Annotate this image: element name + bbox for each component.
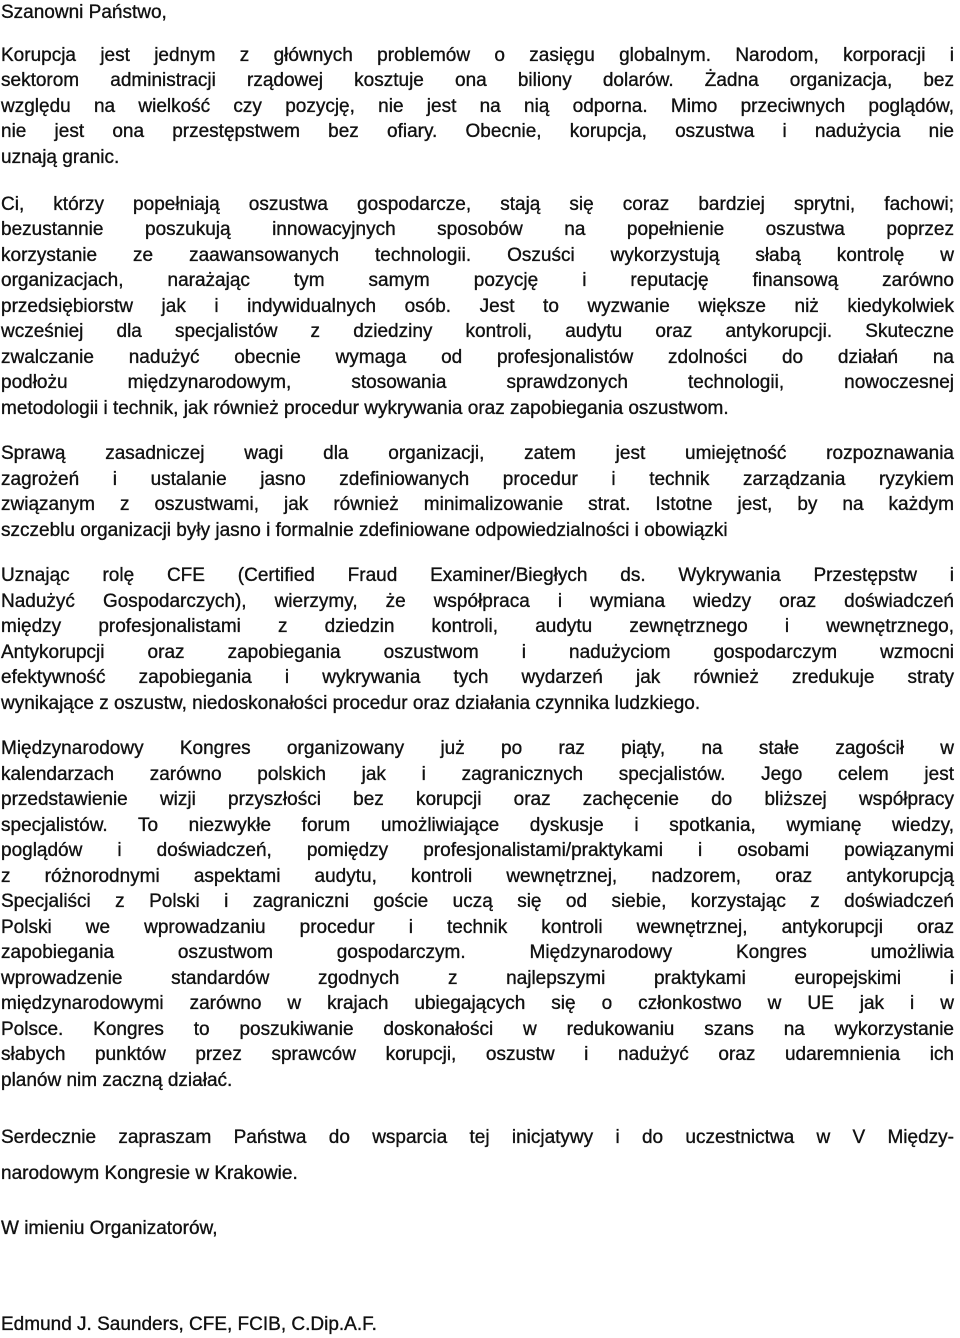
paragraph-line: organizacjach, narażając tym samym pozycję i reputację finansową zarówno [1,270,954,291]
paragraph-line: szczeblu organizacji były jasno i formalnie zdefiniowane odpowiedzialności i obowiązki [1,520,728,541]
paragraph-line: narodowym Kongresie w Krakowie. [1,1163,298,1184]
paragraph-line: Specjaliści z Polski i zagraniczni goście uczą się od siebie, korzystając z doświadczeń [1,891,954,912]
paragraph-line: względu na wielkość czy pozycję, nie jest na nią odporna. Mimo przeciwnych poglądów, [1,96,954,117]
paragraph-line: nie jest ona przestępstwem bez ofiary. Obecnie, korupcja, oszustwa i nadużycia nie [1,121,954,142]
paragraph-line: specjalistów. To niezwykłe forum umożliwiające dyskusje i spotkania, wymianę wiedzy, [1,815,954,836]
paragraph-line: Międzynarodowy Kongres organizowany już po raz piąty, na stałe zagościł w [1,738,954,759]
paragraph-line: efektywność zapobiegania i wykrywania tych wydarzeń jak również zredukuje straty [1,667,954,688]
paragraph-line: Uznając rolę CFE (Certified Fraud Examiner/Biegłych ds. Wykrywania Przestępstw i [1,565,954,586]
paragraph-line: międzynarodowymi zarówno w krajach ubiegających się o członkostwo w UE jak i w [1,993,954,1014]
paragraph-line: Ci, którzy popełniają oszustwa gospodarcze, stają się coraz bardziej sprytni, fachowi; [1,194,954,215]
paragraph-line: przedsiębiorstw jak i indywidualnych osób. Jest to wyzwanie większe niż kiedykolwiek [1,296,954,317]
paragraph-line: sektorom administracji rządowej kosztuje ona biliony dolarów. Żadna organizacja, bez [1,70,954,91]
paragraph-line: zagrożeń i ustalanie jasno zdefiniowanych procedur i technik zarządzania ryzykiem [1,469,954,490]
paragraph-line: Sprawą zasadniczej wagi dla organizacji, zatem jest umiejętność rozpoznawania [1,443,954,464]
paragraph-line: wynikające z oszustw, niedoskonałości procedur oraz działania czynnika ludzkiego. [1,693,701,714]
paragraph-line: zapobiegania oszustwom gospodarczym. Międzynarodowy Kongres umożliwia [1,942,954,963]
paragraph-line: uznają granic. [1,147,120,168]
paragraph-line: bezustannie poszukują innowacyjnych sposobów na popełnienie oszustwa poprzez [1,219,954,240]
paragraph-line: korzystanie ze zaawansowanych technologii. Oszuści wykorzystują słabą kontrolę w [1,245,954,266]
paragraph-line: związanym z oszustwami, jak również minimalizowanie strat. Istotne jest, by na każdym [1,494,954,515]
paragraph-line: Serdecznie zapraszam Państwa do wsparcia tej inicjatywy i do uczestnictwa w V Między- [1,1127,954,1148]
paragraph-line: Antykorupcji oraz zapobiegania oszustwom i nadużyciom gospodarczym wzmocni [1,642,954,663]
paragraph-line: Polski we wprowadzaniu procedur i technik kontroli wewnętrznej, antykorupcji oraz [1,917,954,938]
signature: Edmund J. Saunders, CFE, FCIB, C.Dip.A.F. [1,1314,377,1335]
paragraph-line: podłożu międzynarodowym, stosowania sprawdzonych technologii, nowoczesnej [1,372,954,393]
closing: W imieniu Organizatorów, [1,1218,218,1239]
paragraph-line: Korupcja jest jednym z głównych problemów o zasięgu globalnym. Narodom, korporacji i [1,45,954,66]
paragraph-line: z różnorodnymi aspektami audytu, kontroli wewnętrznej, nadzorem, oraz antykorupcją [1,866,954,887]
paragraph-line: kalendarzach zarówno polskich jak i zagranicznych specjalistów. Jego celem jest [1,764,954,785]
paragraph-line: między profesjonalistami z dziedzin kontroli, audytu zewnętrznego i wewnętrznego, [1,616,954,637]
paragraph-line: metodologii i technik, jak również procedur wykrywania oraz zapobiegania oszustwom. [1,398,729,419]
paragraph-line: wprowadzenie standardów zgodnych z najlepszymi praktykami europejskimi i [1,968,954,989]
greeting: Szanowni Państwo, [1,2,167,23]
paragraph-line: wcześniej dla specjalistów z dziedziny kontroli, audytu oraz antykorupcji. Skuteczne [1,321,954,342]
paragraph-line: przedstawienie wizji przyszłości bez korupcji oraz zachęcenie do bliższej współpracy [1,789,954,810]
paragraph-line: Polsce. Kongres to poszukiwanie doskonałości w redukowaniu szans na wykorzystanie [1,1019,954,1040]
paragraph-line: zwalczanie nadużyć obecnie wymaga od profesjonalistów zdolności do działań na [1,347,954,368]
paragraph-line: poglądów i doświadczeń, pomiędzy profesjonalistami/praktykami i osobami powiązanymi [1,840,954,861]
paragraph-line: słabych punktów przez sprawców korupcji, oszustw i nadużyć oraz udaremnienia ich [1,1044,954,1065]
paragraph-line: planów nim zaczną działać. [1,1070,233,1091]
paragraph-line: Nadużyć Gospodarczych), wierzymy, że współpraca i wymiana wiedzy oraz doświadczeń [1,591,954,612]
